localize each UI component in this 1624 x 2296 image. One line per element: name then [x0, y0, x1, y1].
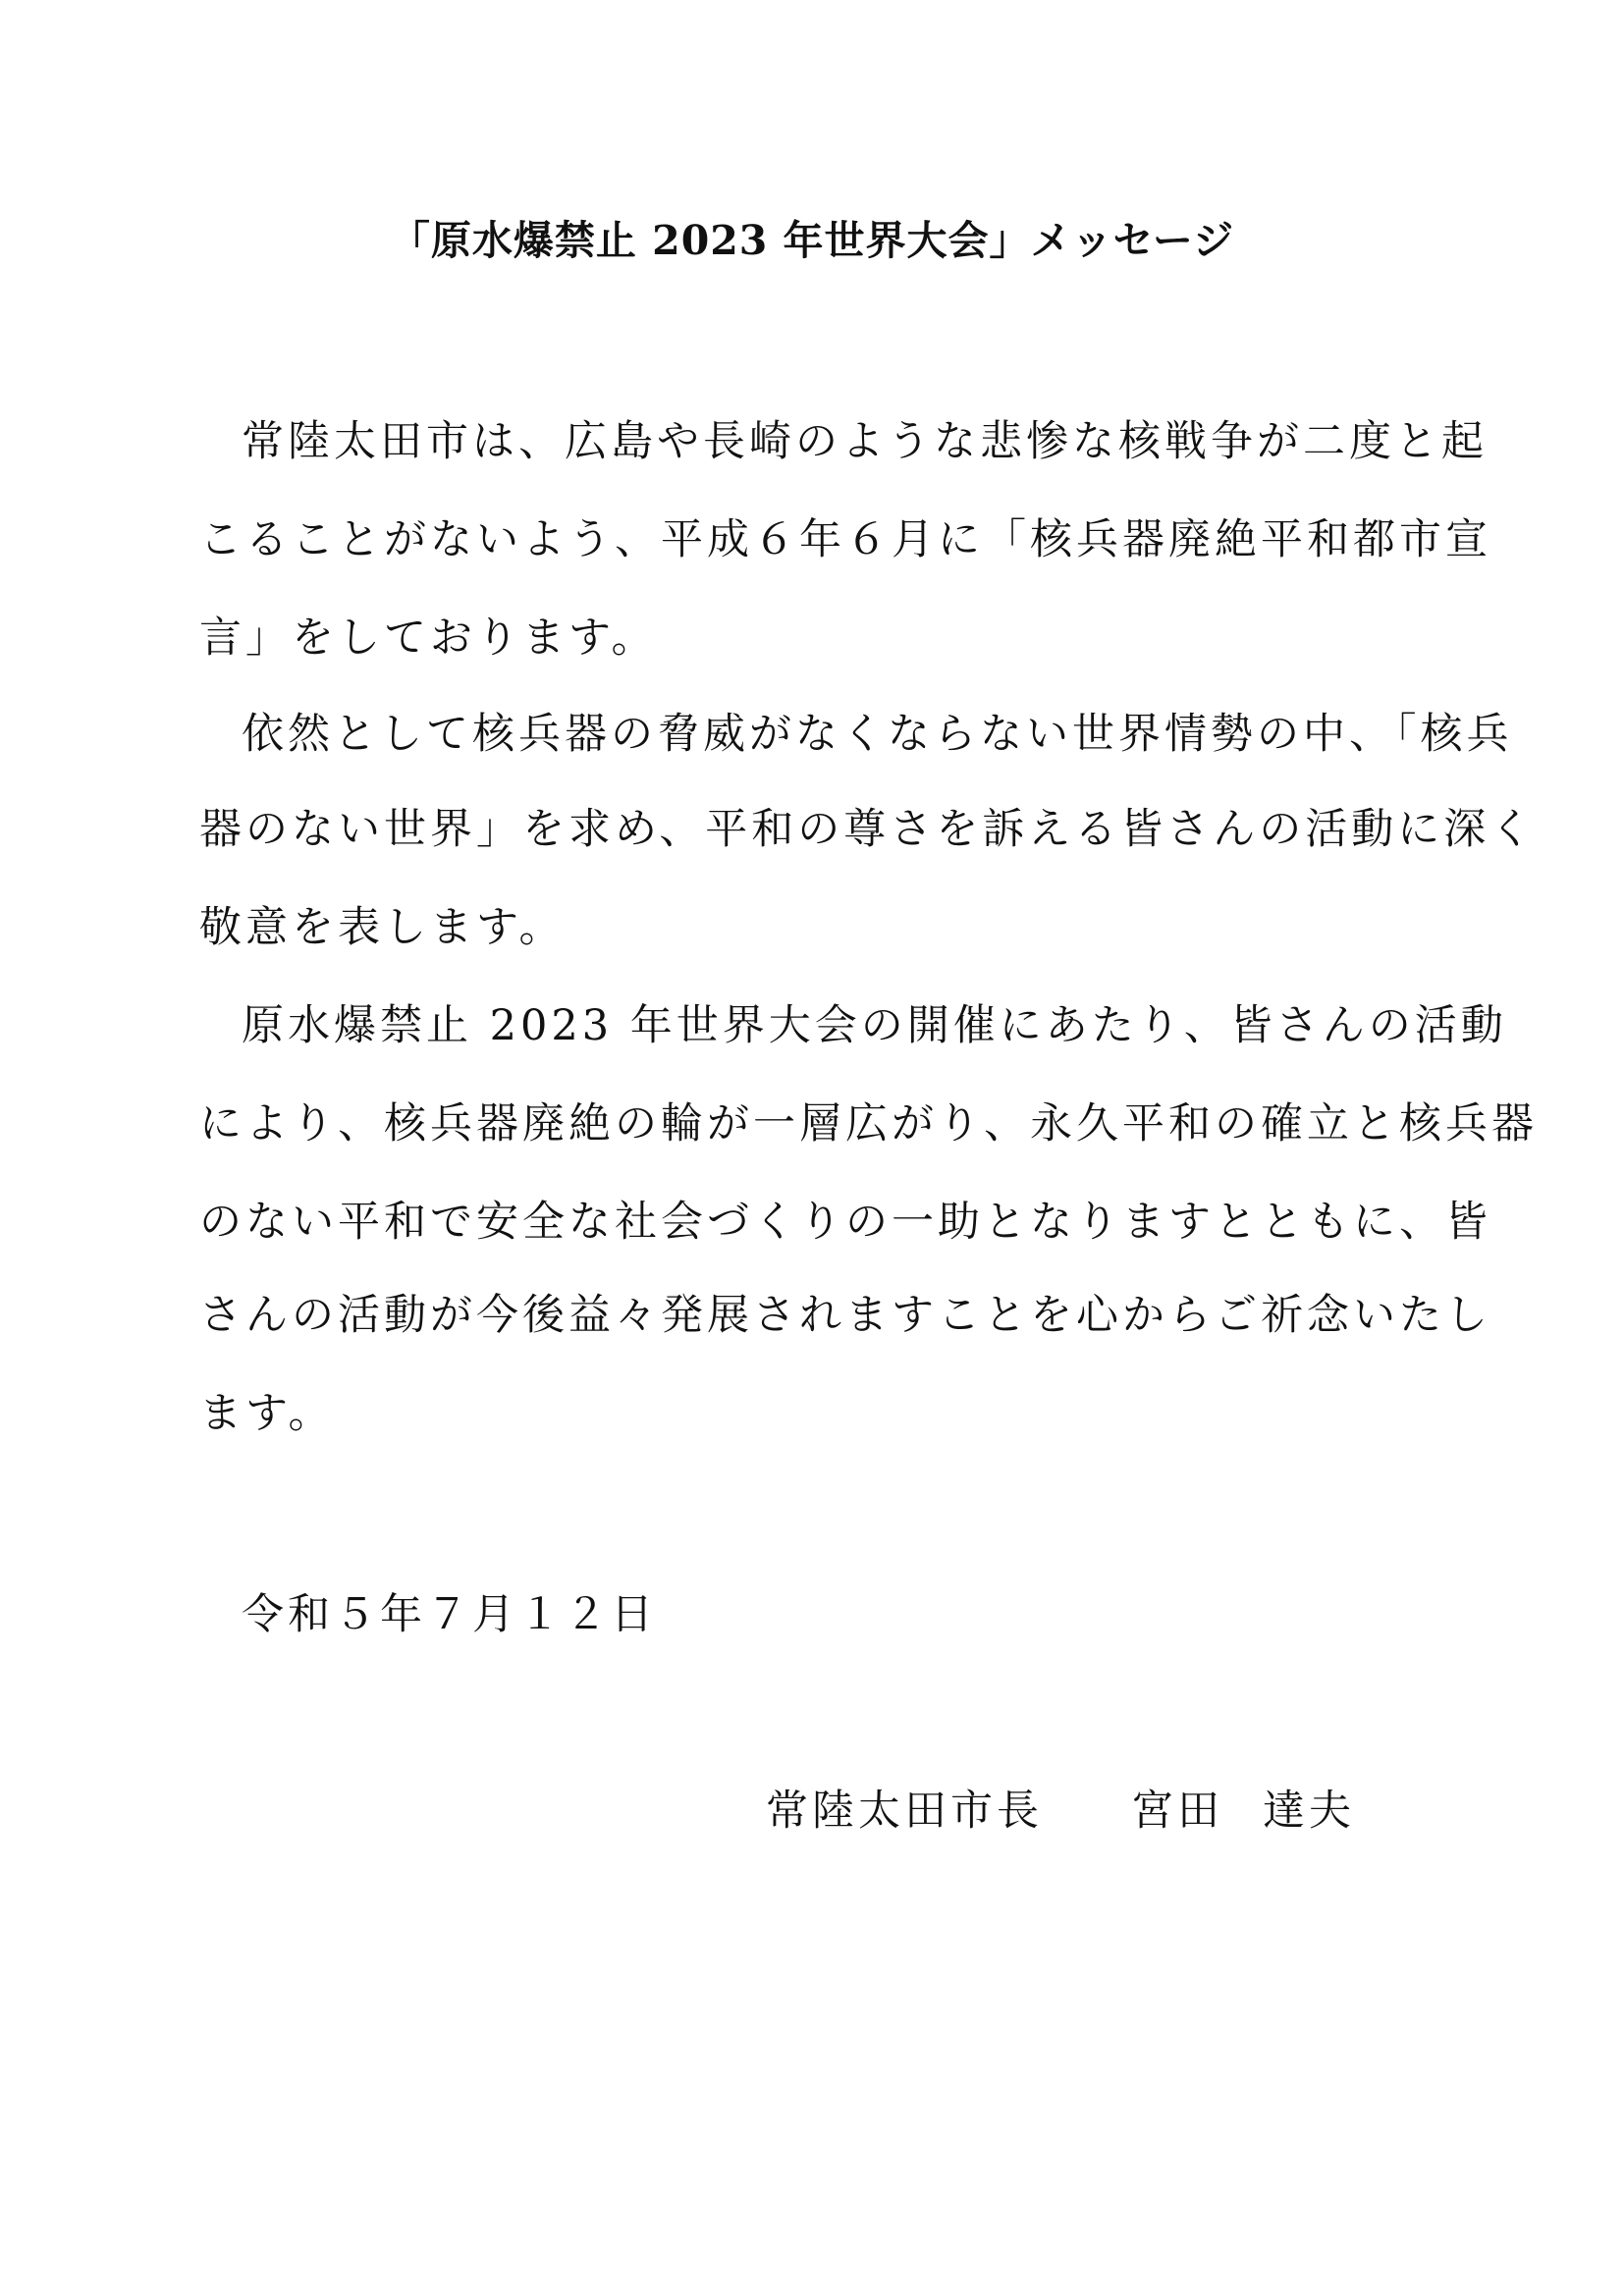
signature-surname: 宮田: [1131, 1787, 1223, 1836]
paragraph-1-line-1: 常陸太田市は、広島や長崎のような悲惨な核戦争が二度と起: [242, 417, 1488, 466]
paragraph-3-line-1: 原水爆禁止 2023 年世界大会の開催にあたり、皆さんの活動: [242, 1001, 1507, 1050]
signature-given-name: 達夫: [1263, 1787, 1355, 1836]
paragraph-1-line-2: こることがないよう、平成６年６月に「核兵器廃絶平和都市宣: [199, 515, 1491, 564]
paragraph-1-line-3: 言」をしております。: [199, 614, 658, 663]
paragraph-2-line-2: 器のない世界」を求め、平和の尊さを訴える皆さんの活動に深く: [199, 805, 1537, 854]
paragraph-3-line-2: により、核兵器廃絶の輪が一層広がり、永久平和の確立と核兵器: [199, 1099, 1538, 1148]
document-date: 令和５年７月１２日: [242, 1590, 657, 1639]
paragraph-3-line-3: のない平和で安全な社会づくりの一助となりますとともに、皆: [199, 1198, 1491, 1247]
paragraph-3-line-4: さんの活動が今後益々発展されますことを心からご祈念いたし: [199, 1291, 1491, 1340]
signature-block: [766, 1782, 1355, 1841]
paragraph-2-line-3: 敬意を表します。: [199, 903, 566, 952]
paragraph-3-line-5: ます。: [199, 1389, 335, 1438]
signature-position: 常陸太田市長: [766, 1787, 1043, 1836]
paragraph-2-line-1: 依然として核兵器の脅威がなくならない世界情勢の中、「核兵: [242, 710, 1513, 759]
document-title: 「原水爆禁止 2023 年世界大会」メッセージ: [389, 217, 1235, 264]
